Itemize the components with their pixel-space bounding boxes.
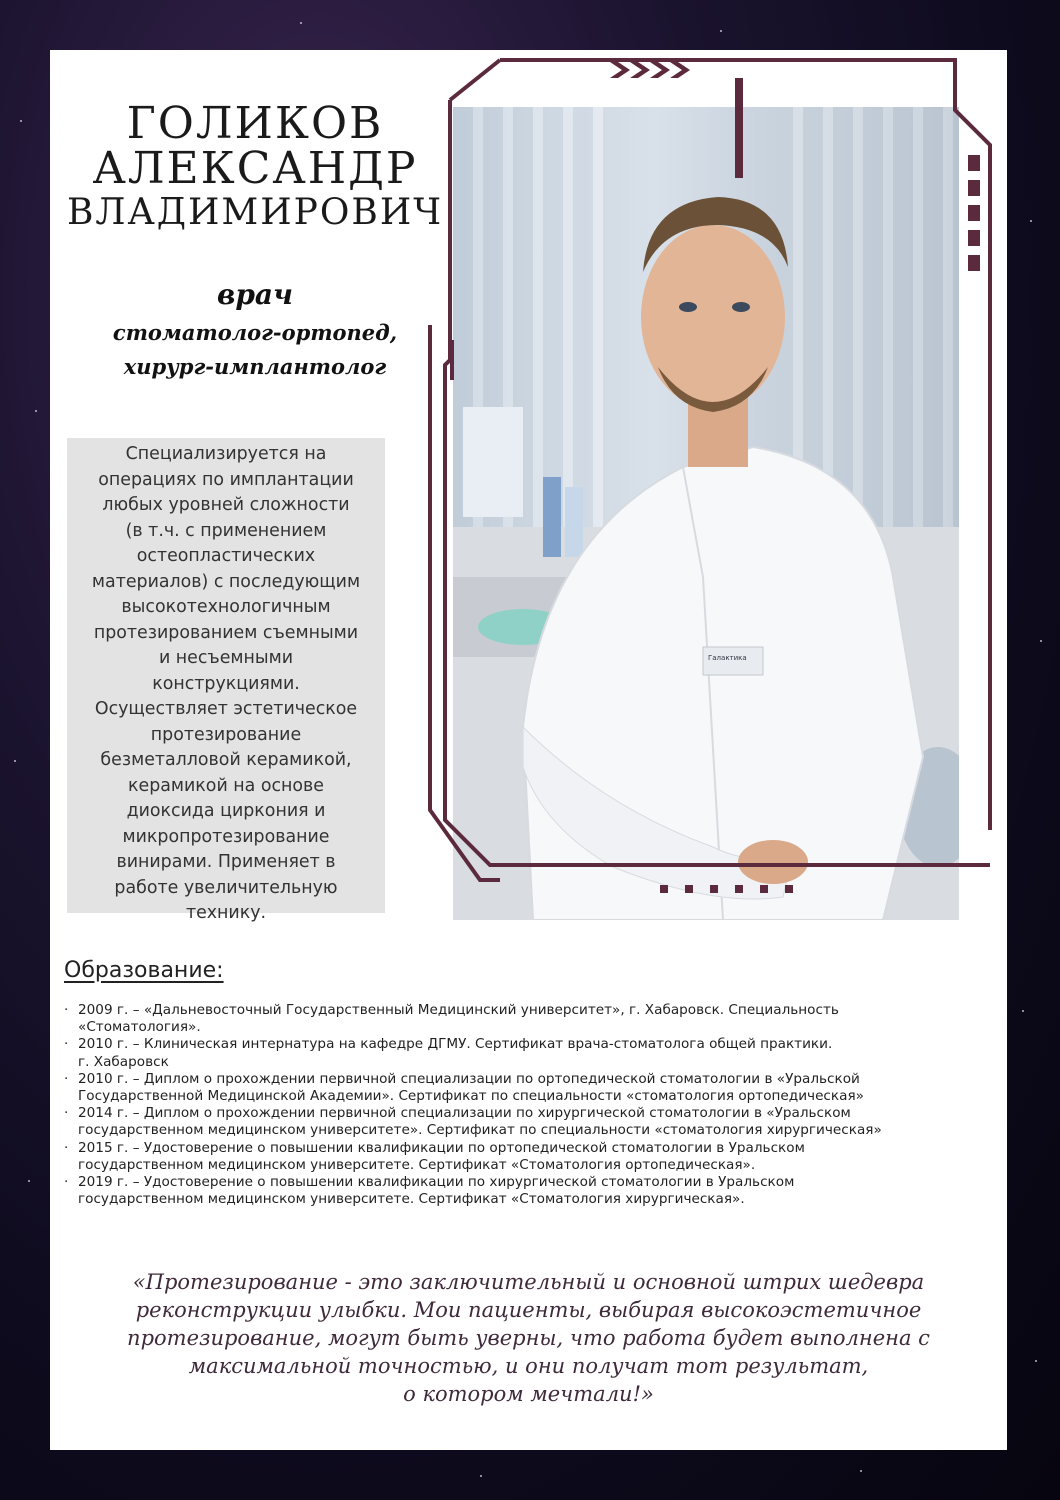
name-badge-text: Галактика bbox=[708, 654, 747, 662]
description-line: и несъемными bbox=[158, 648, 294, 668]
star bbox=[1030, 220, 1032, 222]
star bbox=[480, 1475, 482, 1477]
education-item-text: государственном медицинском университете». Сертификат по специальности «стоматология хирургическая» bbox=[78, 1122, 882, 1139]
description-line: (в т.ч. с применением bbox=[125, 520, 327, 541]
education-item-text: 2009 г. – «Дальневосточный Государственный Медицинский университет», г. Хабаровск. Специальность bbox=[78, 1002, 839, 1018]
star bbox=[20, 120, 22, 122]
description-line: безметалловой керамикой, bbox=[100, 750, 352, 770]
star bbox=[1035, 1360, 1037, 1362]
education-item bbox=[64, 1036, 994, 1070]
education-item-text: 2019 г. – Удостоверение о повышении квалификации по хирургической стоматологии в Уральском bbox=[78, 1174, 795, 1191]
description-line: микропротезирование bbox=[122, 826, 330, 847]
description-line: конструкциями. bbox=[152, 673, 300, 694]
description-line: винирами. Применяет в bbox=[116, 852, 336, 872]
education-item-text: 2014 г. – Диплом о прохождении первичной специализации по хирургической стоматологии в «Уральском bbox=[78, 1105, 851, 1122]
education-item-text: 2015 г. – Удостоверение о повышении квалификации по ортопедической стоматологии в Уральском bbox=[78, 1139, 805, 1156]
quote-line: о котором мечтали!» bbox=[403, 1382, 654, 1406]
star bbox=[720, 30, 722, 32]
profile-card bbox=[50, 50, 1007, 1450]
description-line: протезированием съемными bbox=[93, 622, 359, 643]
star bbox=[14, 760, 16, 762]
description-line: диоксида циркония и bbox=[126, 801, 326, 821]
doctor-patronymic: ВЛАДИМИРОВИЧ bbox=[66, 192, 444, 233]
star bbox=[1040, 640, 1042, 642]
education-item-text: г. Хабаровск bbox=[78, 1053, 169, 1070]
education-title: Образование: bbox=[64, 958, 224, 983]
quote-line: «Протезирование - это заключительный и основной штрих шедевра bbox=[132, 1270, 925, 1294]
frame-bottom-dots bbox=[660, 885, 793, 893]
doctor-surname: ГОЛИКОВ bbox=[126, 98, 384, 149]
star bbox=[300, 22, 302, 24]
education-item-text: «Стоматология». bbox=[78, 1019, 201, 1036]
role-specialty-1: стоматолог-ортопед, bbox=[112, 320, 398, 345]
description-line: операциях по имплантации bbox=[98, 469, 354, 490]
quote-line: максимальной точностью, и они получат тот результат, bbox=[188, 1354, 869, 1378]
description-line: Осуществляет эстетическое bbox=[94, 699, 358, 719]
specialization-description bbox=[67, 438, 385, 923]
frame-chevrons bbox=[610, 62, 690, 78]
education-item bbox=[64, 1002, 994, 1036]
doctor-quote bbox=[80, 1268, 977, 1408]
description-line: любых уровней сложности bbox=[102, 495, 350, 515]
star bbox=[28, 1180, 30, 1182]
education-item bbox=[64, 1071, 994, 1105]
description-line: протезирование bbox=[150, 724, 302, 745]
education-item bbox=[64, 1105, 994, 1139]
description-line: высокотехнологичным bbox=[121, 597, 331, 617]
star bbox=[1022, 1010, 1024, 1012]
doctor-first-name: АЛЕКСАНДР bbox=[92, 143, 418, 194]
photo-decorative-frame bbox=[400, 50, 1000, 950]
description-line: остеопластических bbox=[136, 546, 316, 566]
education-item bbox=[64, 1174, 994, 1208]
education-item-text: Государственной Медицинской Академии». Сертификат по специальности «стоматология ортопедическая» bbox=[78, 1088, 864, 1105]
role-title: врач bbox=[216, 278, 294, 311]
description-line: технику. bbox=[185, 903, 267, 923]
description-line: материалов) с последующим bbox=[91, 571, 361, 592]
education-item bbox=[64, 1140, 994, 1174]
education-item-text: государственном медицинском университете. Сертификат «Стоматология хирургическая». bbox=[78, 1191, 745, 1208]
education-item-text: 2010 г. – Диплом о прохождении первичной специализации по ортопедической стоматологии в «Уральской bbox=[78, 1070, 860, 1087]
frame-side-marks bbox=[968, 155, 980, 271]
education-item-text: государственном медицинском университете. Сертификат «Стоматология ортопедическая». bbox=[78, 1156, 756, 1173]
education-item-text: 2010 г. – Клиническая интернатура на кафедре ДГМУ. Сертификат врача-стоматолога общей практики. bbox=[78, 1036, 833, 1053]
description-line: Специализируется на bbox=[125, 444, 327, 464]
description-line: керамикой на основе bbox=[127, 775, 324, 796]
quote-line: протезирование, могут быть уверны, что работа будет выполнена с bbox=[127, 1326, 930, 1350]
quote-line: реконструкции улыбки. Мои пациенты, выбирая высокоэстетичное bbox=[135, 1298, 922, 1322]
description-line: работе увеличительную bbox=[114, 877, 338, 898]
education-list bbox=[64, 1002, 994, 1208]
role-specialty-2: хирург-имплантолог bbox=[123, 354, 387, 379]
star bbox=[35, 410, 37, 412]
star bbox=[860, 1470, 862, 1472]
